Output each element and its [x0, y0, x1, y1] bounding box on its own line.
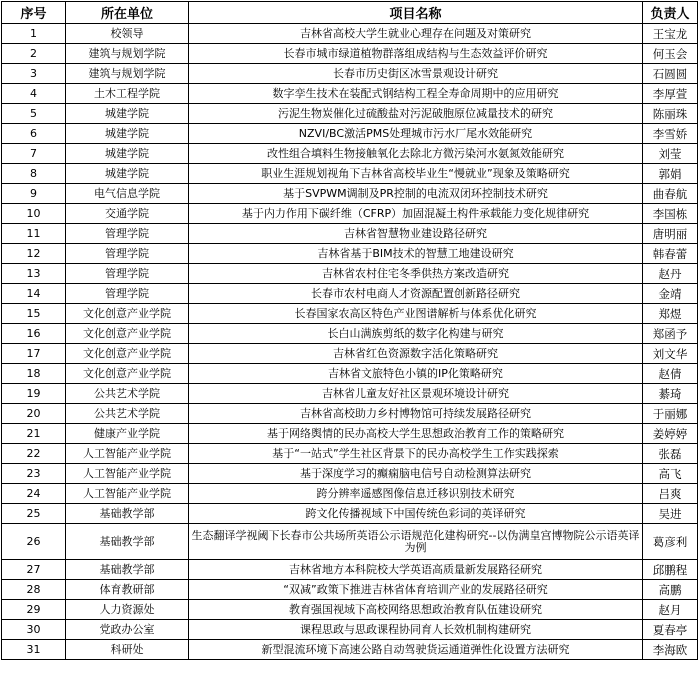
cell-person: 高飞 [643, 464, 698, 484]
cell-person: 刘莹 [643, 144, 698, 164]
cell-project-title: 吉林省地方本科院校大学英语高质量新发展路径研究 [189, 560, 643, 580]
header-index: 序号 [2, 2, 66, 24]
table-row [2, 504, 698, 524]
table-row [2, 600, 698, 620]
cell-person: 郑函予 [643, 324, 698, 344]
table-row [2, 580, 698, 600]
cell-unit: 城建学院 [66, 124, 189, 144]
cell-project-title: 长春市农村电商人才资源配置创新路径研究 [189, 284, 643, 304]
cell-project-title: 长春国家农高区特色产业图谱解析与体系优化研究 [189, 304, 643, 324]
cell-person: 姜婷婷 [643, 424, 698, 444]
cell-project-title: 跨分辨率遥感图像信息迁移识别技术研究 [189, 484, 643, 504]
cell-unit: 管理学院 [66, 244, 189, 264]
cell-index: 12 [2, 244, 66, 264]
table-row [2, 244, 698, 264]
table-row [2, 364, 698, 384]
cell-unit: 公共艺术学院 [66, 384, 189, 404]
cell-person: 唐明丽 [643, 224, 698, 244]
cell-index: 13 [2, 264, 66, 284]
cell-index: 27 [2, 560, 66, 580]
cell-unit: 城建学院 [66, 104, 189, 124]
table-body [2, 24, 698, 660]
cell-unit: 管理学院 [66, 264, 189, 284]
cell-unit: 管理学院 [66, 224, 189, 244]
cell-person: 陈丽珠 [643, 104, 698, 124]
cell-index: 16 [2, 324, 66, 344]
cell-index: 3 [2, 64, 66, 84]
cell-index: 26 [2, 524, 66, 560]
cell-project-title: 新型混流环境下高速公路自动驾驶货运通道弹性化设置方法研究 [189, 640, 643, 660]
table-row [2, 324, 698, 344]
cell-index: 30 [2, 620, 66, 640]
cell-index: 2 [2, 44, 66, 64]
table-row [2, 560, 698, 580]
cell-unit: 人工智能产业学院 [66, 464, 189, 484]
cell-project-title: 基于“一站式”学生社区背景下的民办高校学生工作实践探索 [189, 444, 643, 464]
cell-project-title: 基于深度学习的癫痫脑电信号自动检测算法研究 [189, 464, 643, 484]
cell-person: 吴进 [643, 504, 698, 524]
table-row [2, 84, 698, 104]
cell-person: 夏春亭 [643, 620, 698, 640]
cell-index: 28 [2, 580, 66, 600]
cell-index: 31 [2, 640, 66, 660]
cell-index: 19 [2, 384, 66, 404]
cell-unit: 基础教学部 [66, 504, 189, 524]
cell-project-title: 基于内力作用下碳纤维（CFRP）加固混凝土构件承载能力变化规律研究 [189, 204, 643, 224]
cell-index: 20 [2, 404, 66, 424]
cell-project-title: 长春市城市绿道植物群落组成结构与生态效益评价研究 [189, 44, 643, 64]
cell-project-title: 基于网络舆情的民办高校大学生思想政治教育工作的策略研究 [189, 424, 643, 444]
cell-index: 11 [2, 224, 66, 244]
cell-person: 郭娟 [643, 164, 698, 184]
project-list-table [1, 1, 698, 660]
header-person: 负责人 [643, 2, 698, 24]
cell-unit: 管理学院 [66, 284, 189, 304]
cell-person: 李厚萱 [643, 84, 698, 104]
table-row [2, 224, 698, 244]
cell-project-title: 职业生涯规划视角下吉林省高校毕业生“慢就业”现象及策略研究 [189, 164, 643, 184]
cell-person: 高鹏 [643, 580, 698, 600]
cell-unit: 文化创意产业学院 [66, 304, 189, 324]
cell-unit: 土木工程学院 [66, 84, 189, 104]
cell-index: 7 [2, 144, 66, 164]
cell-unit: 健康产业学院 [66, 424, 189, 444]
cell-index: 21 [2, 424, 66, 444]
cell-person: 郑煜 [643, 304, 698, 324]
cell-project-title: 跨文化传播视域下中国传统色彩词的英译研究 [189, 504, 643, 524]
cell-project-title: “双减”政策下推进吉林省体育培训产业的发展路径研究 [189, 580, 643, 600]
cell-index: 23 [2, 464, 66, 484]
cell-unit: 人力资源处 [66, 600, 189, 620]
table-row [2, 284, 698, 304]
table-row [2, 304, 698, 324]
cell-index: 29 [2, 600, 66, 620]
table-row [2, 640, 698, 660]
cell-unit: 交通学院 [66, 204, 189, 224]
cell-unit: 城建学院 [66, 164, 189, 184]
table-row [2, 524, 698, 560]
cell-person: 吕爽 [643, 484, 698, 504]
table-row [2, 384, 698, 404]
cell-index: 10 [2, 204, 66, 224]
cell-unit: 人工智能产业学院 [66, 484, 189, 504]
cell-project-title: 吉林省儿童友好社区景观环境设计研究 [189, 384, 643, 404]
cell-index: 25 [2, 504, 66, 524]
cell-project-title: 基于SVPWM调制及PR控制的电流双闭环控制技术研究 [189, 184, 643, 204]
cell-index: 24 [2, 484, 66, 504]
cell-project-title: 数字孪生技术在装配式钢结构工程全寿命周期中的应用研究 [189, 84, 643, 104]
cell-unit: 文化创意产业学院 [66, 344, 189, 364]
cell-person: 曲春航 [643, 184, 698, 204]
cell-index: 15 [2, 304, 66, 324]
table-row [2, 184, 698, 204]
cell-project-title: 吉林省农村住宅冬季供热方案改造研究 [189, 264, 643, 284]
cell-unit: 科研处 [66, 640, 189, 660]
table-row [2, 204, 698, 224]
table-row [2, 124, 698, 144]
cell-index: 14 [2, 284, 66, 304]
cell-project-title: 教育强国视域下高校网络思想政治教育队伍建设研究 [189, 600, 643, 620]
cell-unit: 文化创意产业学院 [66, 324, 189, 344]
cell-index: 1 [2, 24, 66, 44]
cell-project-title: 吉林省高校助力乡村博物馆可持续发展路径研究 [189, 404, 643, 424]
cell-person: 石圆圆 [643, 64, 698, 84]
cell-unit: 体育教研部 [66, 580, 189, 600]
cell-person: 赵月 [643, 600, 698, 620]
cell-person: 王宝龙 [643, 24, 698, 44]
cell-project-title: 吉林省基于BIM技术的智慧工地建设研究 [189, 244, 643, 264]
table-row [2, 264, 698, 284]
table-row [2, 44, 698, 64]
cell-project-title: 生态翻译学视阈下长春市公共场所英语公示语规范化建构研究--以伪满皇宫博物院公示语英译为例 [189, 524, 643, 560]
table-row [2, 464, 698, 484]
cell-person: 于丽娜 [643, 404, 698, 424]
cell-person: 李海欧 [643, 640, 698, 660]
cell-unit: 城建学院 [66, 144, 189, 164]
cell-unit: 党政办公室 [66, 620, 189, 640]
cell-unit: 基础教学部 [66, 560, 189, 580]
cell-project-title: 吉林省红色资源数字活化策略研究 [189, 344, 643, 364]
cell-person: 韩春蕾 [643, 244, 698, 264]
cell-project-title: 课程思政与思政课程协同育人长效机制构建研究 [189, 620, 643, 640]
cell-index: 6 [2, 124, 66, 144]
cell-index: 4 [2, 84, 66, 104]
table-row [2, 104, 698, 124]
cell-unit: 基础教学部 [66, 524, 189, 560]
cell-person: 李雪娇 [643, 124, 698, 144]
cell-person: 綦琦 [643, 384, 698, 404]
cell-person: 赵倩 [643, 364, 698, 384]
header-unit: 所在单位 [66, 2, 189, 24]
cell-unit: 建筑与规划学院 [66, 44, 189, 64]
cell-project-title: 改性组合填料生物接触氧化去除北方微污染河水氨氮效能研究 [189, 144, 643, 164]
cell-person: 李国栋 [643, 204, 698, 224]
cell-project-title: 长春市历史街区冰雪景观设计研究 [189, 64, 643, 84]
cell-unit: 建筑与规划学院 [66, 64, 189, 84]
cell-unit: 校领导 [66, 24, 189, 44]
cell-index: 17 [2, 344, 66, 364]
table-row [2, 144, 698, 164]
cell-project-title: 吉林省高校大学生就业心理存在问题及对策研究 [189, 24, 643, 44]
cell-index: 9 [2, 184, 66, 204]
table-row [2, 404, 698, 424]
cell-index: 22 [2, 444, 66, 464]
cell-unit: 文化创意产业学院 [66, 364, 189, 384]
cell-unit: 人工智能产业学院 [66, 444, 189, 464]
table-row [2, 484, 698, 504]
cell-person: 张磊 [643, 444, 698, 464]
cell-project-title: 吉林省智慧物业建设路径研究 [189, 224, 643, 244]
cell-person: 邱鹏程 [643, 560, 698, 580]
cell-project-title: 长白山满族剪纸的数字化构建与研究 [189, 324, 643, 344]
cell-person: 赵丹 [643, 264, 698, 284]
cell-person: 葛彦利 [643, 524, 698, 560]
cell-unit: 电气信息学院 [66, 184, 189, 204]
table-row [2, 164, 698, 184]
table-row [2, 24, 698, 44]
cell-project-title: 吉林省文旅特色小镇的IP化策略研究 [189, 364, 643, 384]
header-row [2, 2, 698, 24]
table-row [2, 424, 698, 444]
cell-person: 金靖 [643, 284, 698, 304]
cell-unit: 公共艺术学院 [66, 404, 189, 424]
table-row [2, 64, 698, 84]
cell-index: 8 [2, 164, 66, 184]
cell-index: 18 [2, 364, 66, 384]
cell-person: 刘文华 [643, 344, 698, 364]
table-row [2, 444, 698, 464]
cell-person: 何玉会 [643, 44, 698, 64]
table-row [2, 344, 698, 364]
cell-index: 5 [2, 104, 66, 124]
cell-project-title: NZVI/BC激活PMS处理城市污水厂尾水效能研究 [189, 124, 643, 144]
table-row [2, 620, 698, 640]
cell-project-title: 污泥生物炭催化过硫酸盐对污泥破胞原位减量技术的研究 [189, 104, 643, 124]
header-project-title: 项目名称 [189, 2, 643, 24]
